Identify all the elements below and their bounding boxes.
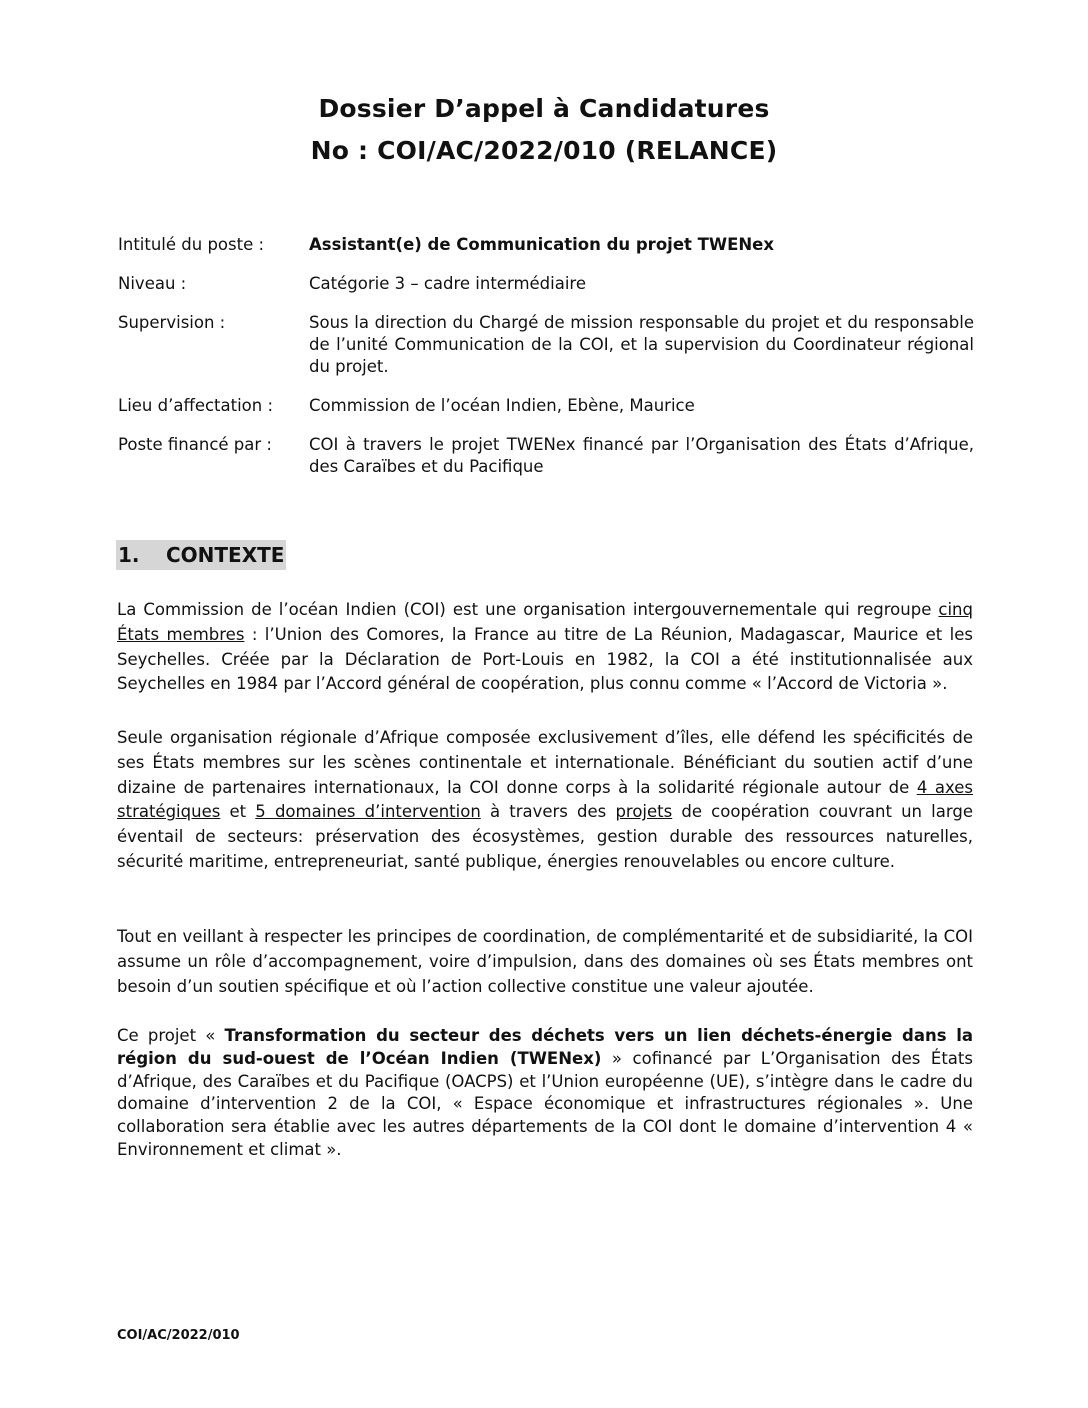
info-value-niveau: Catégorie 3 – cadre intermédiaire: [309, 274, 587, 293]
paragraph-text: Ce projet «: [117, 1026, 225, 1045]
paragraph-4: [117, 1025, 973, 1162]
paragraph-text: Seule organisation régionale d’Afrique composée exclusivement d’îles, elle défend les spécificités de ses États membres sur les scènes continentale et internationale. Bénéficiant du soutien actif d’une dizaine de partenaires internationaux, la COI donne corps à la solidarité régionale autour de: [117, 728, 973, 797]
paragraph-text: et: [220, 802, 256, 822]
document-title-line-2: No : COI/AC/2022/010 (RELANCE): [310, 136, 778, 165]
paragraph-1: [117, 598, 973, 697]
link-axes-strategiques[interactable]: 4 axes stratégiques: [117, 777, 973, 822]
paragraph-text: » cofinancé par L’Organisation des États d’Afrique, des Caraïbes et du Pacifique (OACPS) et l’Union européenne (UE), s’intègre dans le cadre du domaine d’intervention 2 de la COI, « Espace économique et infrastructures régionales ». Une collaboration sera établie avec les autres départements de la COI dont le domaine d’intervention 4 « Environnement et climat ».: [117, 1048, 973, 1159]
info-value-poste: Assistant(e) de Communication du projet TWENex: [309, 235, 775, 254]
paragraph-text: à travers des: [480, 802, 616, 822]
paragraph-text: de coopération couvrant un large éventail de secteurs: préservation des écosystèmes, gestion durable des ressources naturelles, sécurité maritime, entrepreneuriat, santé publique, énergies renouvelables ou encore culture.: [117, 802, 973, 871]
project-name: Transformation du secteur des déchets vers un lien déchets-énergie dans la région du sud-ouest de l’Océan Indien (TWENex): [117, 1026, 973, 1068]
info-value-lieu: Commission de l’océan Indien, Ebène, Maurice: [309, 396, 695, 415]
paragraph-2: [117, 726, 973, 875]
paragraph-3: Tout en veillant à respecter les principes de coordination, de complémentarité et de subsidiarité, la COI assume un rôle d’accompagnement, voire d’impulsion, dans des domaines où ses États membres ont besoin d’un soutien spécifique et où l’action collective constitue une valeur ajoutée.: [117, 927, 973, 996]
info-value-supervision: Sous la direction du Chargé de mission responsable du projet et du responsable de l’unité Communication de la COI, et la supervision du Coordinateur régional du projet.: [309, 313, 974, 376]
footer-reference: COI/AC/2022/010: [117, 1328, 240, 1343]
section-title: CONTEXTE: [166, 543, 285, 567]
link-domaines-intervention[interactable]: 5 domaines d’intervention: [255, 802, 481, 822]
section-heading-contexte: [116, 540, 286, 570]
info-label: Lieu d’affectation :: [118, 396, 274, 415]
info-label: Intitulé du poste :: [118, 235, 265, 254]
info-value-finance: COI à travers le projet TWENex financé par l’Organisation des États d’Afrique, des Caraïbes et du Pacifique: [309, 435, 974, 476]
info-label: Poste financé par :: [118, 435, 272, 454]
section-number: 1.: [118, 543, 140, 567]
document-title-line-1: Dossier D’appel à Candidatures: [318, 94, 770, 123]
info-label: Supervision :: [118, 313, 226, 332]
info-label: Niveau :: [118, 274, 187, 293]
link-cinq-etats-membres[interactable]: cinq États membres: [117, 600, 973, 644]
paragraph-text: La Commission de l’océan Indien (COI) est une organisation intergouvernementale qui regroupe: [117, 600, 939, 619]
paragraph-text: : l’Union des Comores, la France au titre de La Réunion, Madagascar, Maurice et les Seychelles. Créée par la Déclaration de Port-Louis en 1982, la COI a été institutionnalisée aux Seychelles en 1984 par l’Accord général de coopération, plus connu comme « l’Accord de Victoria ».: [117, 624, 973, 694]
link-projets[interactable]: projets: [615, 802, 673, 822]
